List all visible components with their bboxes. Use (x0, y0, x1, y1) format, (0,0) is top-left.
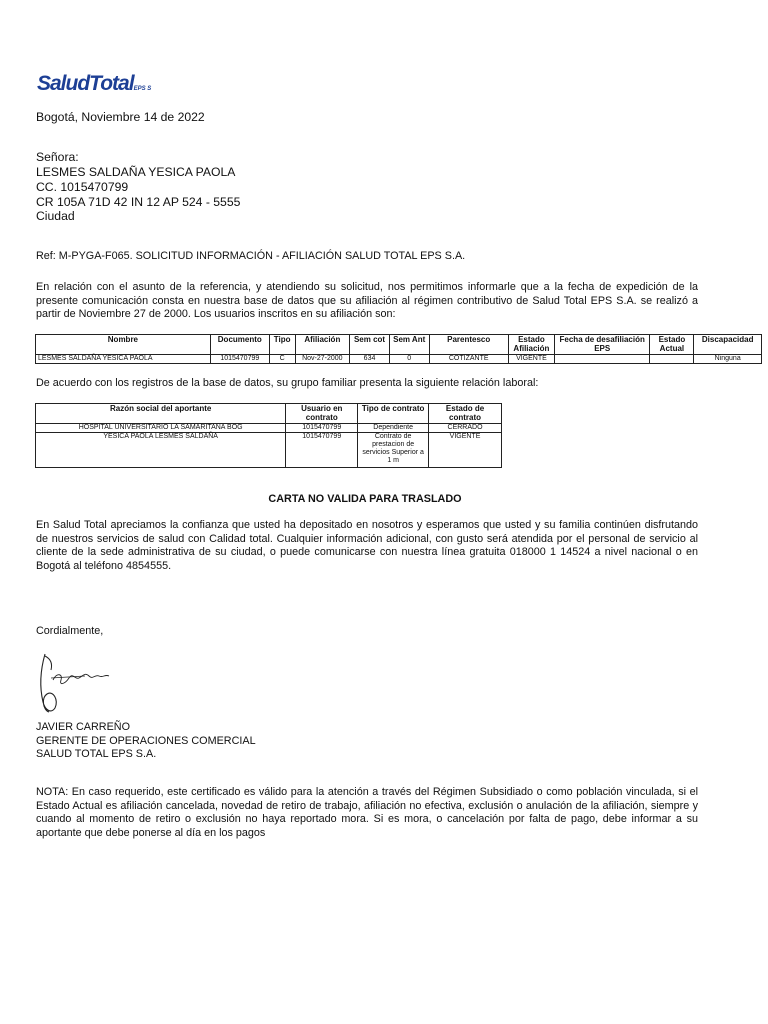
labor-table (35, 403, 502, 468)
invalid-transfer-notice: CARTA NO VALIDA PARA TRASLADO (268, 493, 462, 505)
header-razon-social: Razón social del aportante (36, 404, 286, 424)
recipient-address: CR 105A 71D 42 IN 12 AP 524 - 5555 (36, 195, 241, 209)
cell-estado-afiliacion: VIGENTE (508, 355, 554, 364)
cell-sem-ant: 0 (389, 355, 429, 364)
cell-estado-actual (650, 355, 694, 364)
cell-razon-social: HOSPITAL UNIVERSITARIO LA SAMARITANA BOG (36, 424, 286, 433)
table-row (36, 355, 762, 364)
signer-company: SALUD TOTAL EPS S.A. (36, 748, 157, 760)
header-nombre: Nombre (36, 335, 211, 355)
cell-afiliacion: Nov-27-2000 (295, 355, 350, 364)
signer-title: GERENTE DE OPERACIONES COMERCIAL (36, 735, 256, 747)
regards: Cordialmente, (36, 625, 104, 637)
affiliates-header-row (36, 335, 762, 355)
table-row (36, 433, 502, 468)
cell-tipo: C (269, 355, 295, 364)
header-tipo: Tipo (269, 335, 295, 355)
header-parentesco: Parentesco (429, 335, 508, 355)
header-fecha-desafiliacion: Fecha de desafiliación EPS (554, 335, 649, 355)
header-afiliacion: Afiliación (295, 335, 350, 355)
header-tipo-contrato: Tipo de contrato (358, 404, 429, 424)
intro-paragraph: En relación con el asunto de la referencia, y atendiendo su solicitud, nos permitimos informarle que a la fecha de expedición de la presente comunicación consta en nuestra base de datos que su afiliación al régimen contributivo de Salud Total EPS S.A. se realizó a partir de Noviembre 27 de 2000. Los usuarios inscritos en su afiliación son: (36, 281, 698, 320)
header-sem-cot: Sem cot (350, 335, 390, 355)
cell-parentesco: COTIZANTE (429, 355, 508, 364)
header-documento: Documento (210, 335, 269, 355)
cell-usuario-contrato: 1015470799 (286, 433, 358, 468)
reference-line: Ref: M-PYGA-F065. SOLICITUD INFORMACIÓN - AFILIACIÓN SALUD TOTAL EPS S.A. (36, 250, 466, 262)
recipient-city: Ciudad (36, 209, 75, 223)
recipient-id: CC. 1015470799 (36, 180, 129, 194)
cell-tipo-contrato: Contrato de prestacion de servicios Superior a 1 m (358, 433, 429, 468)
closing-paragraph: En Salud Total apreciamos la confianza que usted ha depositado en nosotros y esperamos que usted y su familia continúen disfrutando de nuestros servicios de salud con Calidad total. Cualquier información adicional, con gusto será atendida por el personal de servicio al cliente de la sede administrativa de su ciudad, o puede comunicarse con nuestra línea gratuita 018000 1 14524 a nivel nacional o en Bogotá al teléfono 4854555. (36, 519, 698, 572)
header-estado-afiliacion: Estado Afiliación (508, 335, 554, 355)
table-row (36, 424, 502, 433)
logo-suffix: EPS S (133, 86, 152, 92)
header-estado-actual: Estado Actual (650, 335, 694, 355)
letter-date: Bogotá, Noviembre 14 de 2022 (36, 110, 205, 124)
cell-nombre: LESMES SALDAÑA YESICA PAOLA (36, 355, 211, 364)
cell-usuario-contrato: 1015470799 (286, 424, 358, 433)
header-estado-contrato: Estado de contrato (429, 404, 502, 424)
footnote: NOTA: En caso requerido, este certificado es válido para la atención a través del Régimen Subsidiado o como población vinculada, si el Estado Actual es afiliación cancelada, novedad de retiro de trabajo, afiliación no efectiva, exclusión o anulación de la afiliación, siempre y cuando al momento de retiro o exclusión no haya reportado mora. Si es mora, o cancelación por falta de pago, debe informar a su aportante que debe ponerse al día en los pagos (36, 786, 698, 839)
cell-razon-social: YESICA PAOLA LESMES SALDAÑA (36, 433, 286, 468)
affiliates-table (35, 334, 762, 364)
labor-header-row (36, 404, 502, 424)
cell-sem-cot: 634 (350, 355, 390, 364)
salud-total-logo (37, 72, 151, 96)
signature-image (33, 650, 113, 720)
header-usuario-contrato: Usuario en contrato (286, 404, 358, 424)
signer-name: JAVIER CARREÑO (36, 721, 130, 733)
cell-fecha-desafiliacion (554, 355, 649, 364)
cell-estado-contrato: CERRADO (429, 424, 502, 433)
logo-text: SaludTotal (37, 72, 134, 95)
header-sem-ant: Sem Ant (389, 335, 429, 355)
cell-documento: 1015470799 (210, 355, 269, 364)
header-discapacidad: Discapacidad (694, 335, 762, 355)
labor-intro: De acuerdo con los registros de la base de datos, su grupo familiar presenta la siguiente relación laboral: (36, 377, 539, 389)
cell-estado-contrato: VIGENTE (429, 433, 502, 468)
cell-discapacidad: Ninguna (694, 355, 762, 364)
recipient-name: LESMES SALDAÑA YESICA PAOLA (36, 165, 236, 179)
recipient-salutation: Señora: (36, 150, 79, 164)
cell-tipo-contrato: Dependiente (358, 424, 429, 433)
